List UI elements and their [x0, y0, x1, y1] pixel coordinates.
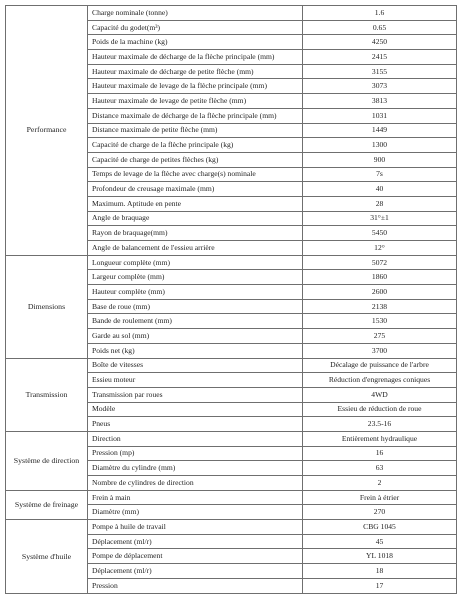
parameter-cell: Rayon de braquage(mm) [88, 226, 303, 241]
value-cell: 0.65 [303, 20, 457, 35]
parameter-cell: Pneus [88, 417, 303, 432]
parameter-cell: Longueur complète (mm) [88, 255, 303, 270]
parameter-cell: Direction [88, 431, 303, 446]
value-cell: 3813 [303, 94, 457, 109]
value-cell: 3155 [303, 64, 457, 79]
value-cell: 1449 [303, 123, 457, 138]
value-cell: Décalage de puissance de l'arbre [303, 358, 457, 373]
category-cell: Transmission [6, 358, 88, 431]
value-cell: Entièrement hydraulique [303, 431, 457, 446]
parameter-cell: Largeur complète (mm) [88, 270, 303, 285]
value-cell: 3073 [303, 79, 457, 94]
parameter-cell: Angle de balancement de l'essieu arrière [88, 241, 303, 256]
parameter-cell: Poids de la machine (kg) [88, 35, 303, 50]
value-cell: 900 [303, 152, 457, 167]
parameter-cell: Pression [88, 578, 303, 593]
parameter-cell: Capacité de charge de petites flèches (kg) [88, 152, 303, 167]
parameter-cell: Distance maximale de petite flèche (mm) [88, 123, 303, 138]
parameter-cell: Temps de levage de la flèche avec charge(s) nominale [88, 167, 303, 182]
table-row [6, 255, 457, 270]
value-cell: 275 [303, 329, 457, 344]
parameter-cell: Base de roue (mm) [88, 299, 303, 314]
value-cell: 16 [303, 446, 457, 461]
value-cell: 1.6 [303, 6, 457, 21]
parameter-cell: Angle de braquage [88, 211, 303, 226]
parameter-cell: Nombre de cylindres de direction [88, 476, 303, 491]
value-cell: 63 [303, 461, 457, 476]
value-cell: 5072 [303, 255, 457, 270]
table-row [6, 520, 457, 535]
value-cell: 31°±1 [303, 211, 457, 226]
value-cell: 2415 [303, 50, 457, 65]
value-cell: 1300 [303, 138, 457, 153]
table-row [6, 358, 457, 373]
parameter-cell: Modèle [88, 402, 303, 417]
parameter-cell: Profondeur de creusage maximale (mm) [88, 182, 303, 197]
parameter-cell: Poids net (kg) [88, 343, 303, 358]
value-cell: 3700 [303, 343, 457, 358]
value-cell: 12° [303, 241, 457, 256]
parameter-cell: Déplacement (ml/r) [88, 534, 303, 549]
parameter-cell: Diamètre du cylindre (mm) [88, 461, 303, 476]
value-cell: Essieu de réduction de roue [303, 402, 457, 417]
parameter-cell: Transmission par roues [88, 387, 303, 402]
value-cell: 40 [303, 182, 457, 197]
parameter-cell: Hauteur maximale de décharge de la flèche principale (mm) [88, 50, 303, 65]
parameter-cell: Déplacement (ml/r) [88, 564, 303, 579]
parameter-cell: Bande de roulement (mm) [88, 314, 303, 329]
parameter-cell: Frein à main [88, 490, 303, 505]
value-cell: 4250 [303, 35, 457, 50]
value-cell: 2 [303, 476, 457, 491]
category-cell: Système de direction [6, 431, 88, 490]
parameter-cell: Pompe de déplacement [88, 549, 303, 564]
value-cell: 28 [303, 196, 457, 211]
value-cell: YL 1018 [303, 549, 457, 564]
table-row [6, 490, 457, 505]
parameter-cell: Essieu moteur [88, 373, 303, 388]
value-cell: Réduction d'engrenages coniques [303, 373, 457, 388]
parameter-cell: Maximum. Aptitude en pente [88, 196, 303, 211]
parameter-cell: Hauteur maximale de levage de petite flèche (mm) [88, 94, 303, 109]
value-cell: 2600 [303, 285, 457, 300]
parameter-cell: Pression (mp) [88, 446, 303, 461]
value-cell: 7s [303, 167, 457, 182]
parameter-cell: Garde au sol (mm) [88, 329, 303, 344]
value-cell: 45 [303, 534, 457, 549]
value-cell: 2138 [303, 299, 457, 314]
value-cell: 1530 [303, 314, 457, 329]
value-cell: 5450 [303, 226, 457, 241]
parameter-cell: Pompe à huile de travail [88, 520, 303, 535]
parameter-cell: Hauteur maximale de levage de la flèche principale (mm) [88, 79, 303, 94]
value-cell: 18 [303, 564, 457, 579]
specification-table-body [6, 6, 457, 594]
category-cell: Performance [6, 6, 88, 256]
value-cell: 17 [303, 578, 457, 593]
parameter-cell: Distance maximale de décharge de la flèche principale (mm) [88, 108, 303, 123]
parameter-cell: Charge nominale (tonne) [88, 6, 303, 21]
value-cell: 1031 [303, 108, 457, 123]
parameter-cell: Boîte de vitesses [88, 358, 303, 373]
specification-table [5, 5, 457, 594]
value-cell: 1860 [303, 270, 457, 285]
category-cell: Système d'huile [6, 520, 88, 594]
category-cell: Dimensions [6, 255, 88, 358]
category-cell: Système de freinage [6, 490, 88, 519]
value-cell: CBG 1045 [303, 520, 457, 535]
parameter-cell: Diamètre (mm) [88, 505, 303, 520]
value-cell: 23.5-16 [303, 417, 457, 432]
parameter-cell: Hauteur complète (mm) [88, 285, 303, 300]
value-cell: 4WD [303, 387, 457, 402]
table-row [6, 6, 457, 21]
value-cell: Frein à étrier [303, 490, 457, 505]
table-row [6, 431, 457, 446]
parameter-cell: Capacité du godet(m³) [88, 20, 303, 35]
value-cell: 270 [303, 505, 457, 520]
parameter-cell: Hauteur maximale de décharge de petite flèche (mm) [88, 64, 303, 79]
parameter-cell: Capacité de charge de la flèche principale (kg) [88, 138, 303, 153]
